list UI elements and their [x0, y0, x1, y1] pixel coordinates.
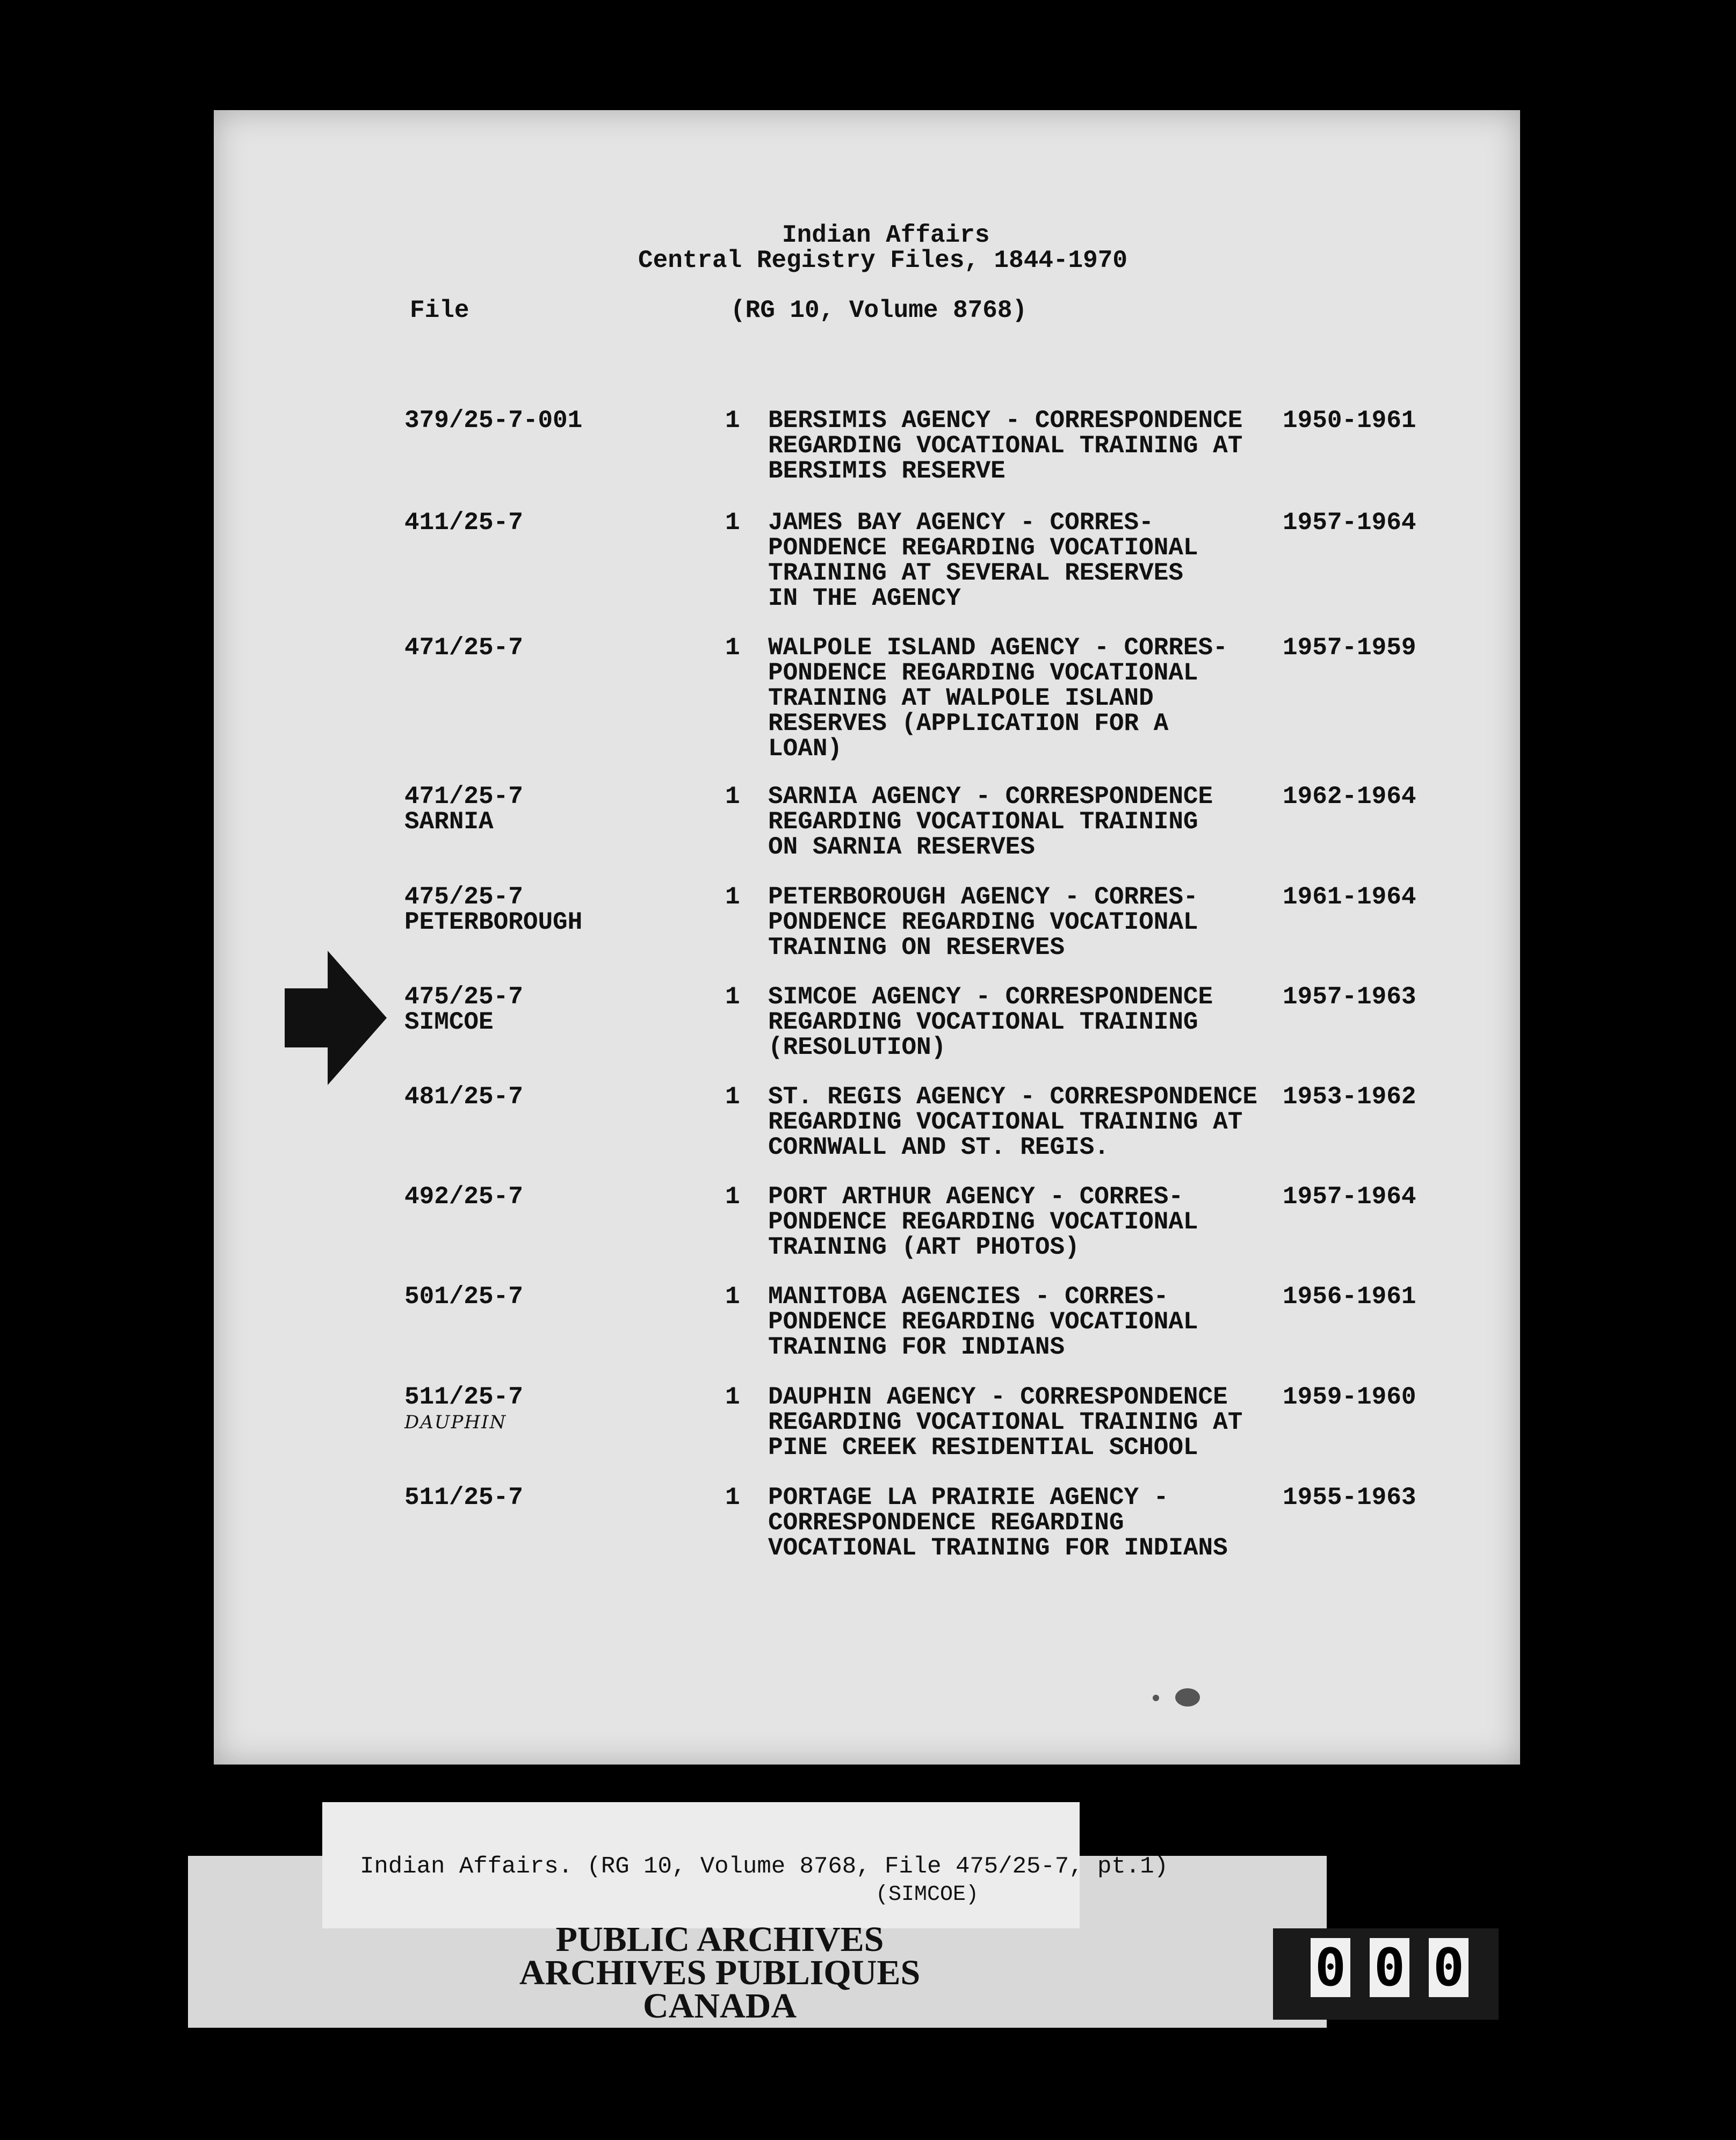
date-range: 1957-1959: [1283, 634, 1416, 662]
file-description: PORTAGE LA PRAIRIE AGENCY - CORRESPONDENCE REGARDING VOCATIONAL TRAINING FOR INDIANS: [768, 1484, 1228, 1562]
file-number-text: 411/25-7: [404, 509, 523, 537]
stamp-line-1: PUBLIC ARCHIVES: [555, 1920, 884, 1959]
file-number: [404, 1385, 523, 1435]
volume-number: 1: [725, 783, 740, 811]
volume-number: 1: [725, 634, 740, 662]
date-range: 1957-1964: [1283, 1183, 1416, 1211]
counter-digit: 0: [1370, 1938, 1409, 1997]
archive-label-card: [322, 1802, 1169, 1928]
file-number: [404, 1284, 523, 1310]
file-subtitle: SARNIA: [404, 808, 494, 836]
volume-number: 1: [725, 1283, 740, 1311]
file-number-text: 475/25-7: [404, 883, 523, 911]
counter-digit: 0: [1429, 1938, 1469, 1997]
file-subtitle: PETERBOROUGH: [404, 908, 583, 936]
date-range: 1959-1960: [1283, 1383, 1416, 1411]
file-number-text: 492/25-7: [404, 1183, 523, 1211]
title-line-1: Indian Affairs: [782, 221, 990, 249]
label-agency: (SIMCOE): [876, 1883, 979, 1907]
date-range: 1957-1963: [1283, 983, 1416, 1011]
date-range: 1962-1964: [1283, 783, 1416, 811]
file-number: [404, 408, 582, 433]
file-number: [404, 510, 523, 536]
date-range: 1957-1964: [1283, 509, 1416, 537]
file-description: ST. REGIS AGENCY - CORRESPONDENCE REGARDING VOCATIONAL TRAINING AT CORNWALL AND ST. REGIS.: [768, 1083, 1257, 1161]
file-description: MANITOBA AGENCIES - CORRES- PONDENCE REGARDING VOCATIONAL TRAINING FOR INDIANS: [768, 1283, 1198, 1361]
file-number-text: 379/25-7-001: [404, 407, 583, 435]
file-number-text: 471/25-7: [404, 634, 523, 662]
volume-number: 1: [725, 1383, 740, 1411]
file-number: [404, 635, 523, 661]
stamp-line-2: ARCHIVES PUBLIQUES: [519, 1953, 921, 1992]
volume-number: 1: [725, 1183, 740, 1211]
file-description: SARNIA AGENCY - CORRESPONDENCE REGARDING VOCATIONAL TRAINING ON SARNIA RESERVES: [768, 783, 1213, 861]
stamp-line-3: CANADA: [643, 1986, 797, 2026]
file-number: [404, 1184, 523, 1210]
file-number-text: 511/25-7: [404, 1383, 523, 1411]
file-number: [404, 985, 523, 1035]
ink-dot: [1153, 1695, 1159, 1701]
file-number-text: 511/25-7: [404, 1484, 523, 1512]
volume-number: 1: [725, 407, 740, 435]
file-number-text: 475/25-7: [404, 983, 523, 1011]
file-description: PETERBOROUGH AGENCY - CORRES- PONDENCE REGARDING VOCATIONAL TRAINING ON RESERVES: [768, 883, 1198, 961]
pointer-arrow-icon: [285, 951, 387, 1085]
file-number-text: 481/25-7: [404, 1083, 523, 1111]
title-line-2: Central Registry Files, 1844-1970: [638, 247, 1127, 274]
file-number: [404, 784, 523, 835]
ink-blot: [1175, 1688, 1200, 1707]
file-description: WALPOLE ISLAND AGENCY - CORRES- PONDENCE REGARDING VOCATIONAL TRAINING AT WALPOLE ISLAND RESERVES (APPLICATION FOR A LOAN): [768, 634, 1228, 763]
file-description: PORT ARTHUR AGENCY - CORRES- PONDENCE REGARDING VOCATIONAL TRAINING (ART PHOTOS): [768, 1183, 1198, 1261]
date-range: 1953-1962: [1283, 1083, 1416, 1111]
volume-reference: (RG 10, Volume 8768): [730, 297, 1028, 324]
file-description: SIMCOE AGENCY - CORRESPONDENCE REGARDING VOCATIONAL TRAINING (RESOLUTION): [768, 983, 1213, 1061]
date-range: 1956-1961: [1283, 1283, 1416, 1311]
frame-counter: [1273, 1928, 1499, 2020]
document-page: [214, 110, 1520, 1765]
counter-digit: 0: [1311, 1938, 1350, 1997]
file-number: [404, 885, 582, 935]
archives-stamp: [209, 1920, 1230, 2026]
file-description: DAUPHIN AGENCY - CORRESPONDENCE REGARDING VOCATIONAL TRAINING AT PINE CREEK RESIDENTIAL SCHOOL: [768, 1383, 1243, 1462]
date-range: 1961-1964: [1283, 883, 1416, 911]
file-description: BERSIMIS AGENCY - CORRESPONDENCE REGARDING VOCATIONAL TRAINING AT BERSIMIS RESERVE: [768, 407, 1243, 485]
file-subtitle: SIMCOE: [404, 1008, 494, 1036]
volume-number: 1: [725, 983, 740, 1011]
file-subtitle: DAUPHIN: [404, 1412, 507, 1433]
file-number-text: 501/25-7: [404, 1283, 523, 1311]
volume-number: 1: [725, 1484, 740, 1512]
date-range: 1955-1963: [1283, 1484, 1416, 1512]
volume-number: 1: [725, 1083, 740, 1111]
file-number: [404, 1085, 523, 1110]
file-description: JAMES BAY AGENCY - CORRES- PONDENCE REGARDING VOCATIONAL TRAINING AT SEVERAL RESERVES IN THE AGENCY: [768, 509, 1198, 612]
file-column-header: File: [410, 297, 469, 324]
date-range: 1950-1961: [1283, 407, 1416, 435]
file-number: [404, 1485, 523, 1510]
volume-number: 1: [725, 509, 740, 537]
label-citation: Indian Affairs. (RG 10, Volume 8768, File 475/25-7, pt.1): [360, 1853, 1169, 1880]
volume-number: 1: [725, 883, 740, 911]
file-number-text: 471/25-7: [404, 783, 523, 811]
